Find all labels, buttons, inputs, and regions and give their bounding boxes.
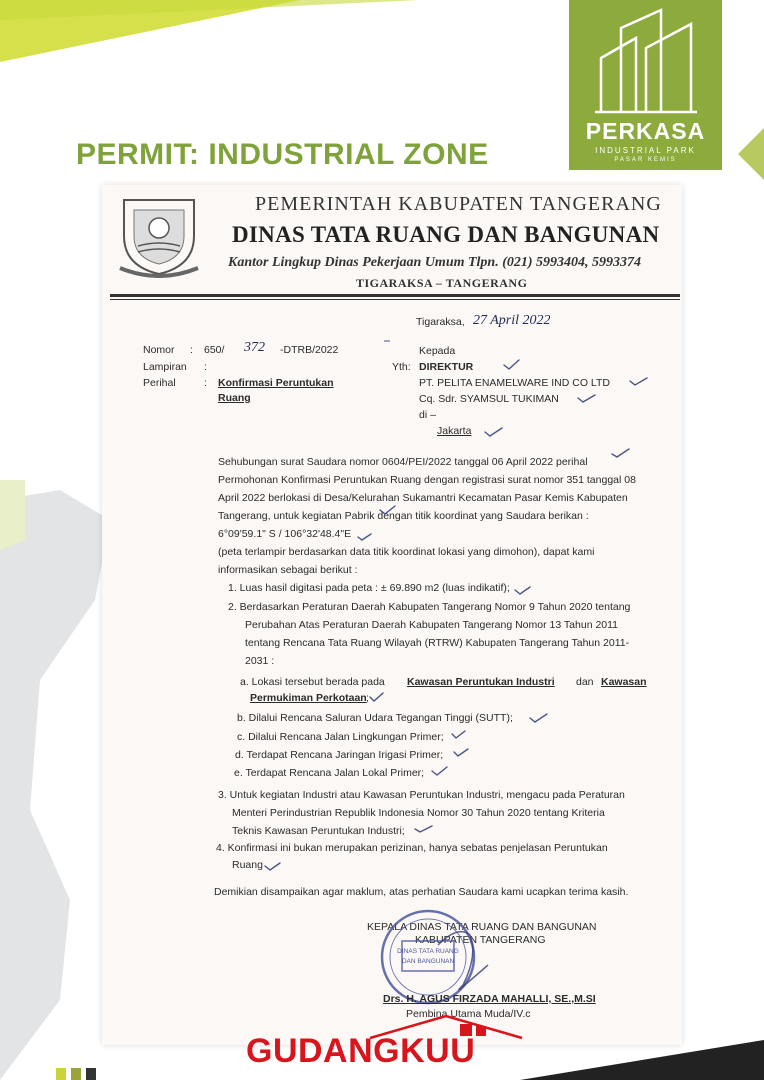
letterhead-government: PEMERINTAH KABUPATEN TANGERANG xyxy=(255,193,662,215)
logo-location: PASAR KEMIS xyxy=(614,157,677,163)
sub-d: d. Terdapat Rencana Jaringan Irigasi Primer; xyxy=(235,749,444,761)
signatory-name: Drs. H. AGUS FIRZADA MAHALLI, SE.,M.SI xyxy=(383,993,596,1005)
item-3-line: Teknis Kawasan Peruntukan Industri; xyxy=(232,825,405,837)
item-1: 1. Luas hasil digitasi pada peta : ± 69.890 m2 (luas indikatif); xyxy=(228,582,510,594)
perihal-line2: Ruang xyxy=(218,392,251,404)
closing-sentence: Demikian disampaikan agar maklum, atas perhatian Saudara kami ucapkan terima kasih. xyxy=(214,886,629,898)
recipient-title: DIREKTUR xyxy=(419,361,474,373)
item-2-line: 2031 : xyxy=(245,655,275,667)
yth: Yth: xyxy=(392,361,411,373)
kepada: Kepada xyxy=(419,345,456,357)
item-2-line: tentang Rencana Tata Ruang Wilayah (RTRW) Kabupaten Tangerang Tahun 2011- xyxy=(245,637,630,649)
body-line: Tangerang, untuk kegiatan Pabrik dengan titik koordinat yang Saudara berikan : xyxy=(218,510,589,522)
footer-square xyxy=(86,1068,96,1080)
sub-a-prefix: a. Lokasi tersebut berada pada xyxy=(240,676,385,688)
nomor-handwritten: 372 xyxy=(244,340,265,355)
letterhead-city: TIGARAKSA – TANGERANG xyxy=(356,276,528,290)
lampiran-sep: : xyxy=(204,361,207,373)
item-2-line: Perubahan Atas Peraturan Daerah Kabupaten Tangerang Nomor 13 Tahun 2011 xyxy=(245,619,619,631)
stamp-text-line2: DAN BANGUNAN xyxy=(401,958,455,965)
place-date: Tigaraksa, xyxy=(416,316,465,328)
perihal-sep: : xyxy=(204,377,207,389)
nomor-label: Nomor xyxy=(143,344,175,356)
nomor-suffix: -DTRB/2022 xyxy=(280,344,339,356)
nomor-prefix: 650/ xyxy=(204,344,225,356)
body-line: (peta terlampir berdasarkan data titik koordinat lokasi yang dimohon), dapat kami xyxy=(218,546,595,558)
item-4-line: Ruang xyxy=(232,859,263,871)
sub-b: b. Dilalui Rencana Saluran Udara Tegangan Tinggi (SUTT); xyxy=(237,712,513,724)
sub-a-and: dan xyxy=(576,676,594,688)
lampiran-label: Lampiran xyxy=(143,361,187,373)
footer-dark-band xyxy=(520,1040,764,1080)
item-3-line: 3. Untuk kegiatan Industri atau Kawasan Peruntukan Industri, mengacu pada Peraturan xyxy=(218,789,625,801)
footer-square xyxy=(56,1068,66,1080)
sub-a-zone-permukiman: Permukiman Perkotaan xyxy=(250,692,367,704)
gudangkuu-brand: GUDANGKUU xyxy=(246,1032,476,1070)
item-2-line: 2. Berdasarkan Peraturan Daerah Kabupaten Tangerang Nomor 9 Tahun 2020 tentang xyxy=(228,601,631,613)
handwritten-date: 27 April 2022 xyxy=(473,313,551,328)
item-3-line: Menteri Perindustrian Republik Indonesia Nomor 30 Tahun 2020 tentang Kriteria xyxy=(232,807,605,819)
page-title: PERMIT: INDUSTRIAL ZONE xyxy=(76,138,489,171)
sub-a-zone-kawasan: Kawasan xyxy=(601,676,647,688)
body-line: Permohonan Konfirmasi Peruntukan Ruang dengan registrasi surat nomor 351 tanggal 08 xyxy=(218,474,636,486)
footer-square xyxy=(71,1068,81,1080)
signatory-rank: Pembina Utama Muda/IV.c xyxy=(406,1008,531,1020)
item-4-line: 4. Konfirmasi ini bukan merupakan perizinan, hanya sebatas penjelasan Peruntukan xyxy=(216,842,608,854)
nomor-sep: : xyxy=(190,344,193,356)
recipient-city: Jakarta xyxy=(437,425,472,437)
body-line: Sehubungan surat Saudara nomor 0604/PEI/2022 tanggal 06 April 2022 perihal xyxy=(218,456,588,468)
sub-e: e. Terdapat Rencana Jalan Lokal Primer; xyxy=(234,767,425,779)
perihal-line1: Konfirmasi Peruntukan xyxy=(218,377,334,389)
recipient-contact: Cq. Sdr. SYAMSUL TUKIMAN xyxy=(419,393,559,405)
sub-a-end: ; xyxy=(366,692,369,704)
logo-name: PERKASA xyxy=(585,118,706,144)
coordinates: 6°09'59.1" S / 106°32'48.4"E xyxy=(218,528,352,540)
stamp-text-line1: DINAS TATA RUANG xyxy=(397,948,459,955)
recipient-di: di – xyxy=(419,409,436,421)
signatory-regency: KABUPATEN TANGERANG xyxy=(415,934,546,946)
perihal-label: Perihal xyxy=(143,377,176,389)
letterhead-department: DINAS TATA RUANG DAN BANGUNAN xyxy=(232,222,660,247)
body-line: April 2022 berlokasi di Desa/Kelurahan Sukamantri Kecamatan Pasar Kemis Kabupaten xyxy=(218,492,628,504)
signatory-office: KEPALA DINAS TATA RUANG DAN BANGUNAN xyxy=(367,921,597,933)
sub-a-zone-industri: Kawasan Peruntukan Industri xyxy=(407,676,555,688)
logo-subtitle: INDUSTRIAL PARK xyxy=(595,146,696,155)
body-line: informasikan sebagai berikut : xyxy=(218,564,358,576)
sub-c: c. Dilalui Rencana Jalan Lingkungan Primer; xyxy=(237,731,444,743)
recipient-company: PT. PELITA ENAMELWARE IND CO LTD xyxy=(419,377,610,389)
letterhead-contact: Kantor Lingkup Dinas Pekerjaan Umum Tlpn. (021) 5993404, 5993374 xyxy=(228,255,642,270)
